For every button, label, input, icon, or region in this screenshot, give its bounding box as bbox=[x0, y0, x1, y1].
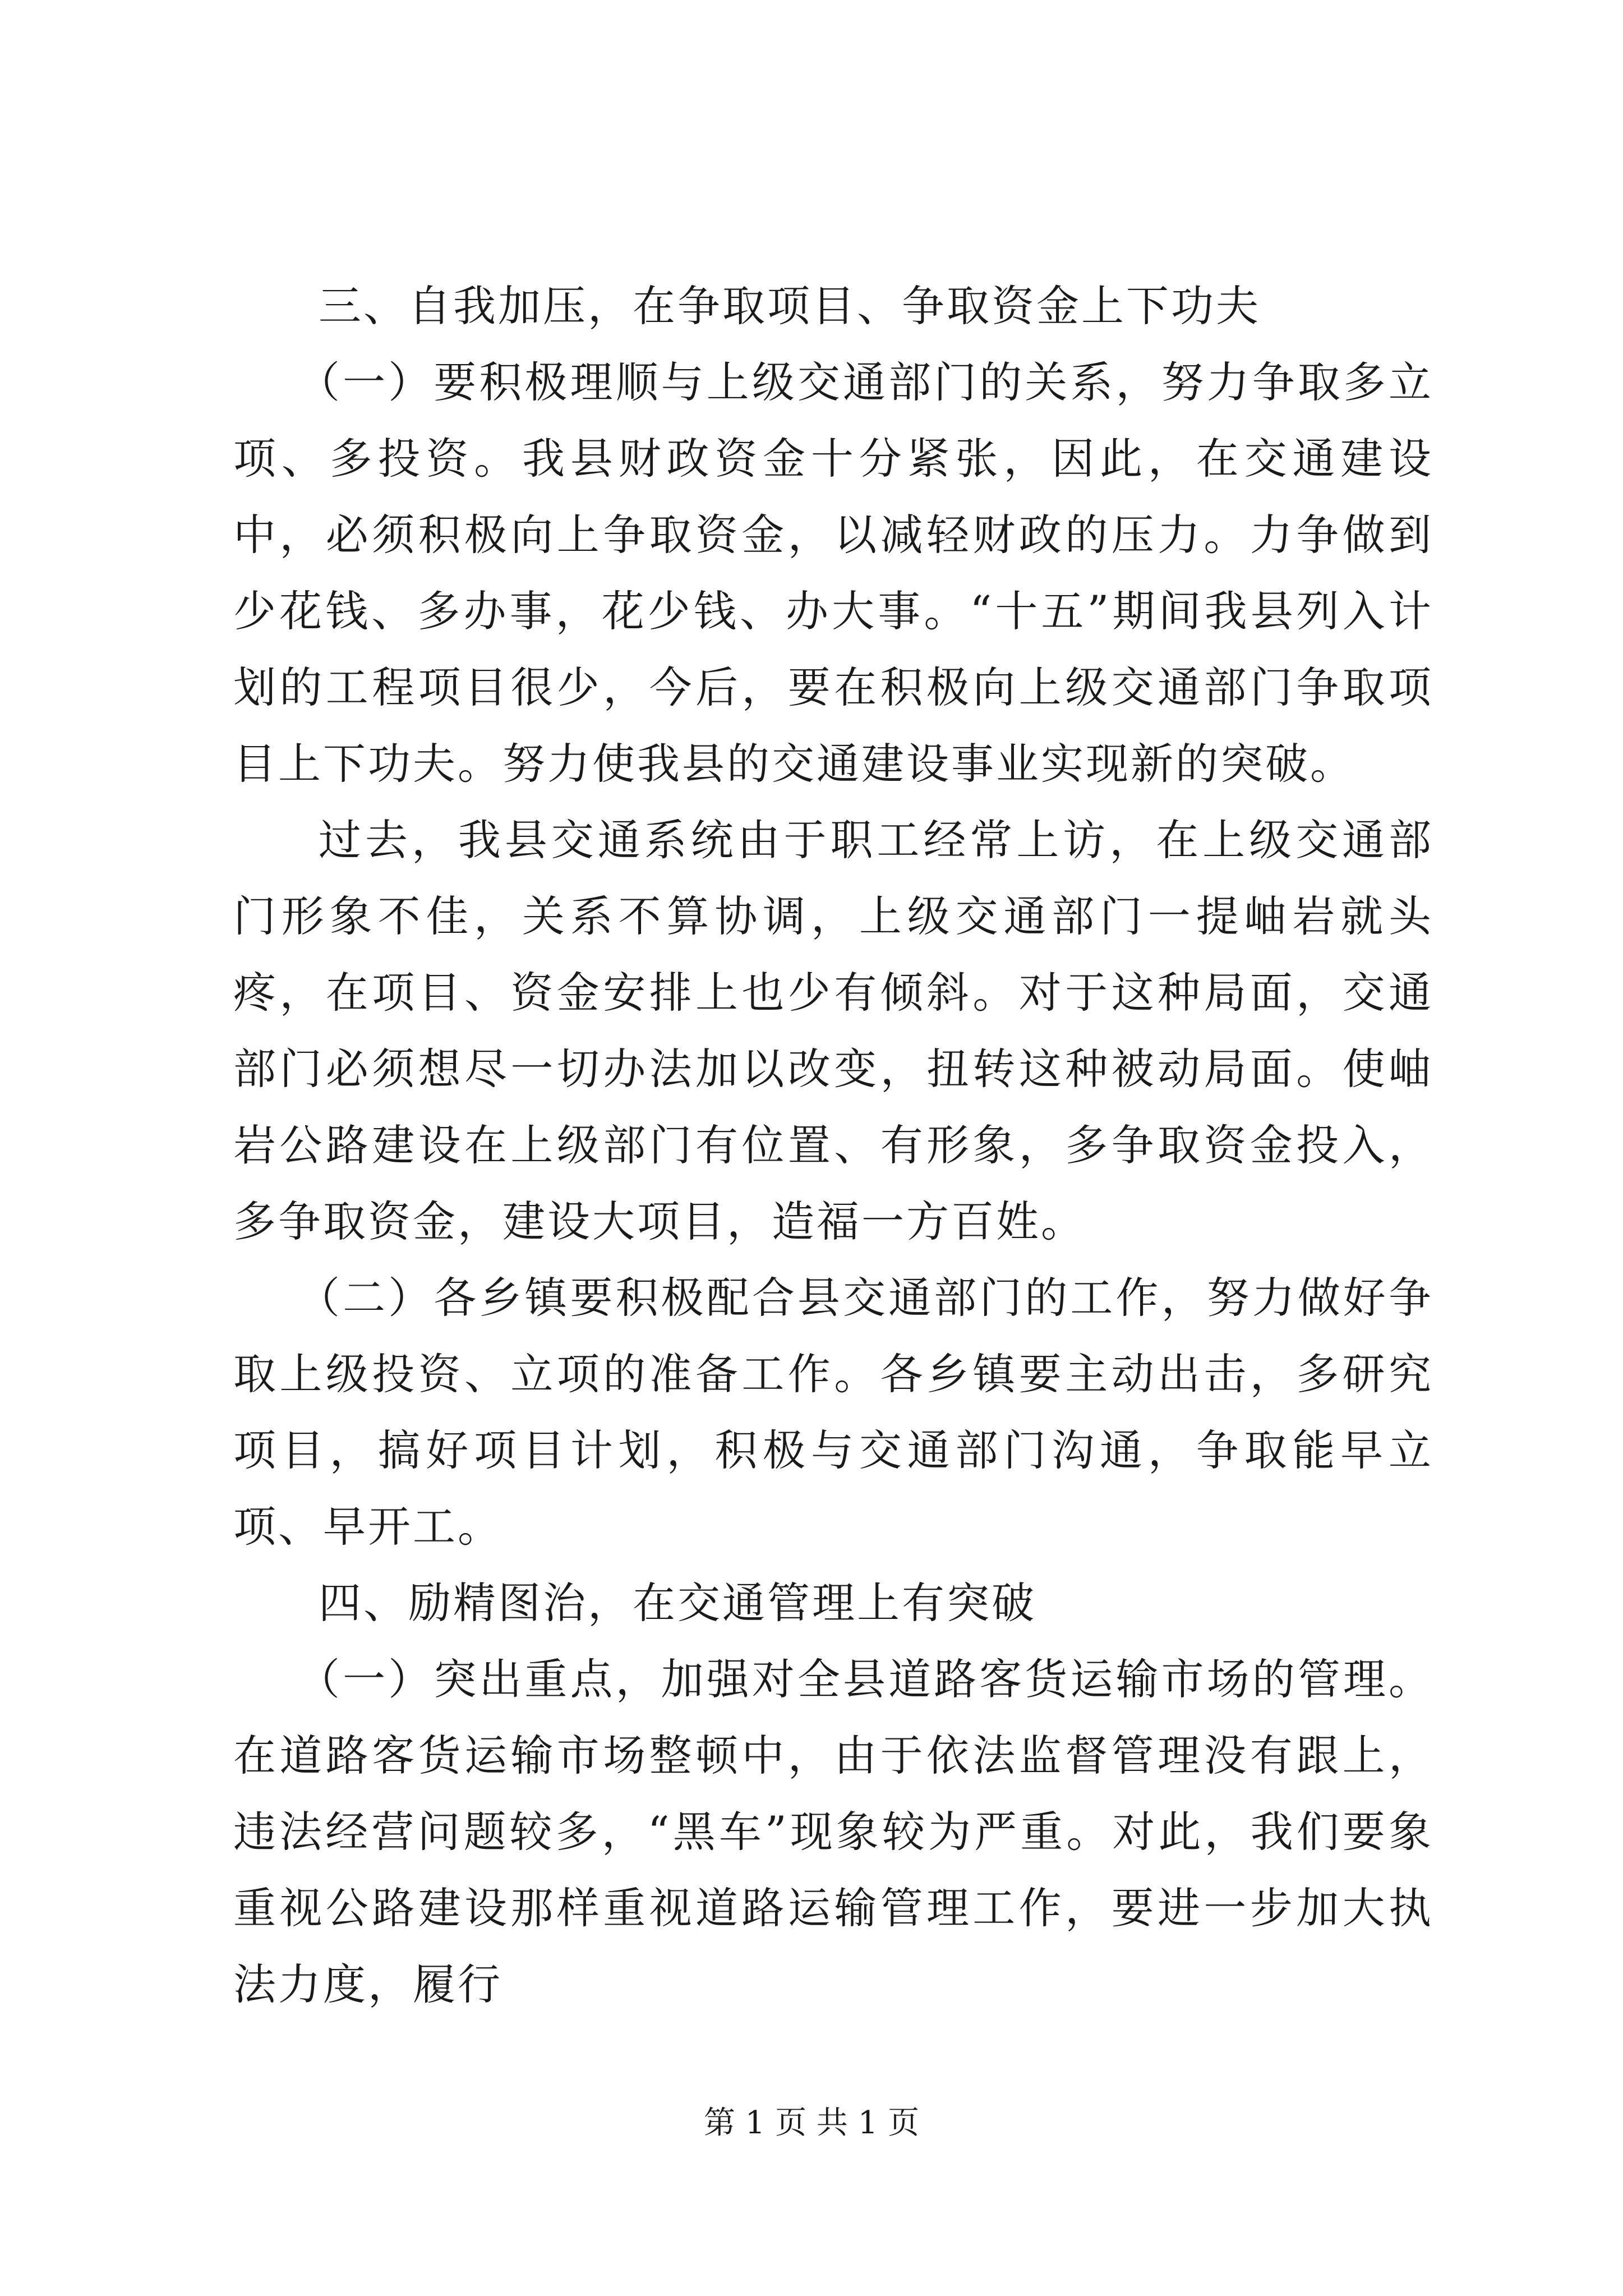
section-heading-3: 三、自我加压，在争取项目、争取资金上下功夫 bbox=[319, 281, 1261, 331]
paragraph-4-1: （一）突出重点，加强对全县道路客货运输市场的管理。在道路客货运输市场整顿中，由于依法监督管理没有跟上，违法经营问题较多，“黑车”现象较为严重。对此，我们要象重视公路建设那样重视道路运输管理工作，要进一步加大执法力度，履行 bbox=[233, 1654, 1433, 2009]
document-body bbox=[233, 268, 1433, 2023]
page-number-footer: 第 1 页 共 1 页 bbox=[703, 2105, 920, 2141]
section-heading-4: 四、励精图治，在交通管理上有突破 bbox=[319, 1578, 1036, 1628]
paragraph-3-1: （一）要积极理顺与上级交通部门的关系，努力争取多立项、多投资。我县财政资金十分紧张，因此，在交通建设中，必须积极向上争取资金，以减轻财政的压力。力争做到少花钱、多办事，花少钱、办大事。“十五”期间我县列入计划的工程项目很少，今后，要在积极向上级交通部门争取项目上下功夫。努力使我县的交通建设事业实现新的突破。 bbox=[233, 357, 1433, 789]
paragraph-3-2: （二）各乡镇要积极配合县交通部门的工作，努力做好争取上级投资、立项的准备工作。各乡镇要主动出击，多研究项目，搞好项目计划，积极与交通部门沟通，争取能早立项、早开工。 bbox=[233, 1273, 1433, 1552]
paragraph-3-1-cont: 过去，我县交通系统由于职工经常上访，在上级交通部门形象不佳，关系不算协调，上级交通部门一提岫岩就头疼，在项目、资金安排上也少有倾斜。对于这种局面，交通部门必须想尽一切办法加以改变，扭转这种被动局面。使岫岩公路建设在上级部门有位置、有形象，多争取资金投入，多争取资金，建设大项目，造福一方百姓。 bbox=[233, 815, 1433, 1246]
